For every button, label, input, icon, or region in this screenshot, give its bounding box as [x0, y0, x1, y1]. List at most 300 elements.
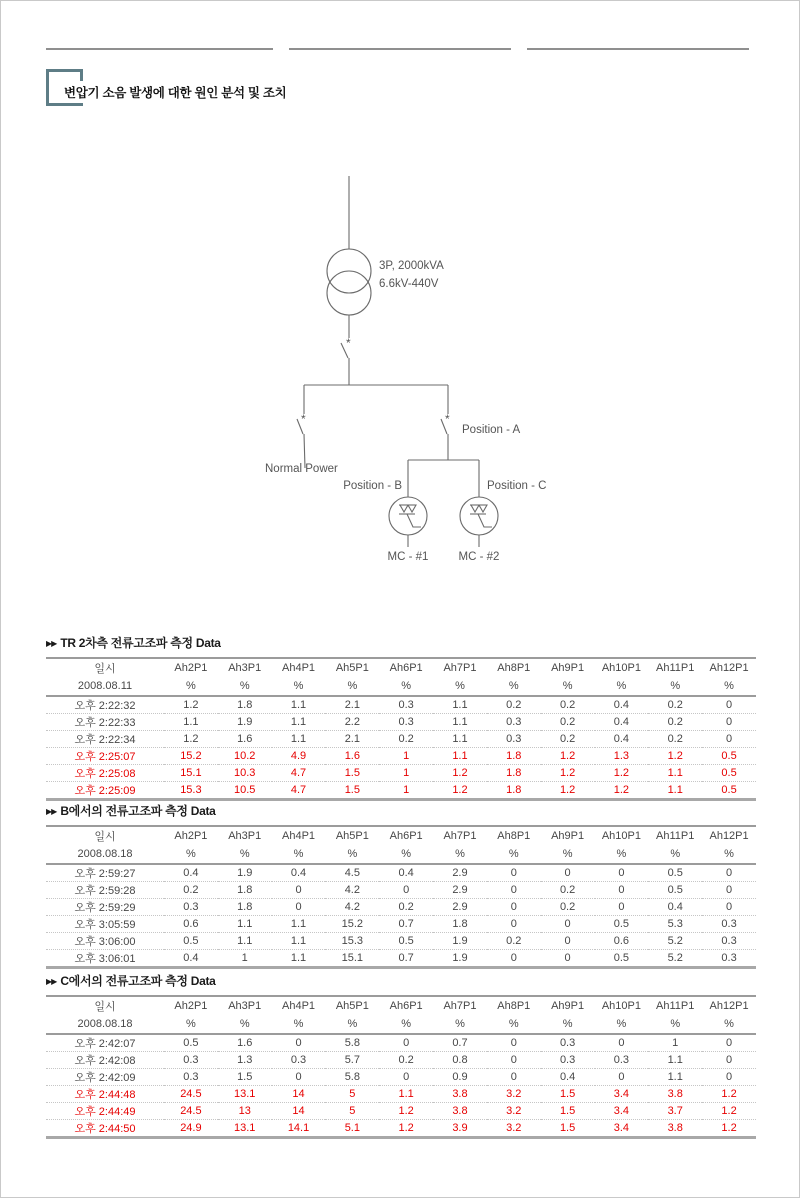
table-row: [46, 933, 756, 950]
harmonic-value: 13.1: [218, 1120, 272, 1138]
table-title-text: B에서의 전류고조파 측정 Data: [60, 804, 216, 818]
harmonic-value: 0.2: [379, 731, 433, 748]
harmonic-value: 0.5: [164, 933, 218, 950]
harmonic-value: 5.2: [648, 933, 702, 950]
harmonic-value: 0.2: [667, 699, 683, 711]
harmonic-value: 1.1: [648, 1069, 702, 1086]
column-header: Ah12P1: [709, 662, 749, 674]
unit-label: %: [648, 677, 702, 696]
row-timestamp: 오후 2:59:29: [46, 899, 164, 916]
column-header: Ah6P1: [389, 1000, 423, 1012]
harmonic-value: 0.7: [452, 1037, 468, 1049]
mc2-thyristor-symbol: [470, 505, 492, 527]
harmonic-value: 5: [325, 1103, 379, 1120]
unit-label: %: [702, 1015, 756, 1034]
single-line-circuit-diagram: [1, 161, 800, 601]
harmonic-value: 24.9: [164, 1120, 218, 1138]
harmonic-value: 1.1: [433, 748, 487, 765]
harmonic-value: 1.1: [433, 731, 487, 748]
harmonic-value: 0.7: [379, 916, 433, 933]
unit-label: %: [487, 1015, 541, 1034]
harmonic-value: 1.5: [541, 1103, 595, 1120]
harmonic-value: 3.8: [648, 1086, 702, 1103]
harmonic-value: 0.4: [595, 731, 649, 748]
harmonic-value: 0.4: [164, 950, 218, 968]
table-title: [46, 802, 756, 819]
harmonic-value: 15.2: [325, 916, 379, 933]
unit-label: %: [702, 845, 756, 864]
row-timestamp: 오후 2:25:08: [46, 765, 164, 782]
column-header: Ah2P1: [174, 830, 208, 842]
harmonic-value: 0.5: [183, 1037, 199, 1049]
harmonic-value: 1.5: [325, 765, 379, 782]
harmonic-value: 1.1: [648, 765, 702, 782]
table-row: [46, 748, 756, 765]
harmonic-value: 1.1: [218, 916, 272, 933]
harmonic-value: 1.1: [272, 933, 326, 950]
harmonic-value: 0.4: [398, 867, 414, 879]
harmonic-value: 10.2: [218, 748, 272, 765]
harmonic-value: 0: [272, 899, 326, 916]
harmonic-value: 0: [595, 882, 649, 899]
table-row: [46, 1069, 756, 1086]
column-header: Ah8P1: [497, 830, 531, 842]
harmonic-value: 0: [510, 1037, 517, 1049]
harmonic-value: 0: [702, 714, 756, 731]
harmonic-value: 0.5: [595, 916, 649, 933]
unit-label: %: [218, 1015, 272, 1034]
harmonic-value: 5.7: [325, 1052, 379, 1069]
unit-label: %: [702, 677, 756, 696]
harmonic-value: 1.5: [541, 1086, 595, 1103]
harmonic-value: 0.8: [433, 1052, 487, 1069]
harmonic-value: 0: [726, 699, 733, 711]
harmonic-value: 15.2: [164, 748, 218, 765]
harmonic-value: 0.3: [595, 1052, 649, 1069]
harmonic-value: 1.2: [702, 1086, 756, 1103]
row-timestamp: 오후 2:44:48: [46, 1086, 164, 1103]
harmonic-value: 0: [595, 899, 649, 916]
mc1-thyristor-symbol: [399, 505, 421, 527]
harmonic-value: 0: [272, 1069, 326, 1086]
header-row: [46, 826, 756, 845]
harmonic-value: 0.3: [541, 1052, 595, 1069]
harmonic-value: 0.2: [541, 882, 595, 899]
position-a-label: Position - A: [462, 424, 521, 436]
harmonic-value: 1.9: [433, 933, 487, 950]
column-header: Ah7P1: [443, 1000, 477, 1012]
header-row: [46, 996, 756, 1015]
harmonic-value: 0: [510, 867, 517, 879]
harmonic-value: 1.6: [325, 748, 379, 765]
page-title: 변압기 소음 발생에 대한 원인 분석 및 조치: [61, 81, 294, 103]
harmonic-value: 14: [272, 1086, 326, 1103]
harmonic-value: 0.5: [702, 782, 756, 800]
harmonic-value: 1.2: [379, 1120, 433, 1138]
switch-mark: *: [346, 336, 351, 350]
harmonic-value: 3.8: [433, 1103, 487, 1120]
harmonic-value: 2.9: [433, 899, 487, 916]
harmonic-value: 5: [325, 1086, 379, 1103]
table-row: [46, 899, 756, 916]
column-header: Ah8P1: [497, 662, 531, 674]
harmonic-value: 1.1: [433, 714, 487, 731]
harmonic-value: 0.5: [379, 933, 433, 950]
harmonic-value: 1: [379, 765, 433, 782]
harmonic-value: 0.7: [379, 950, 433, 968]
unit-label: %: [218, 677, 272, 696]
harmonic-value: 0.6: [595, 933, 649, 950]
table-title-text: C에서의 전류고조파 측정 Data: [60, 974, 216, 988]
table-row: [46, 714, 756, 731]
harmonic-value: 0.4: [648, 899, 702, 916]
harmonic-value: 0: [379, 882, 433, 899]
table-row: [46, 916, 756, 933]
harmonic-value: 2.1: [325, 731, 379, 748]
column-header: Ah4P1: [282, 662, 316, 674]
unit-row: [46, 677, 756, 696]
harmonic-value: 0.3: [559, 1037, 576, 1049]
harmonic-value: 2.9: [452, 867, 468, 879]
harmonic-value: 1.2: [183, 699, 199, 711]
unit-label: %: [379, 845, 433, 864]
row-timestamp: 오후 2:44:49: [46, 1103, 164, 1120]
double-arrow-icon: ▶▶: [46, 806, 57, 816]
harmonic-value: 0.3: [164, 1069, 218, 1086]
table-section-tr-secondary: [46, 634, 756, 801]
unit-label: %: [541, 845, 595, 864]
harmonic-value: 5.1: [325, 1120, 379, 1138]
column-header: Ah3P1: [228, 830, 262, 842]
double-arrow-icon: ▶▶: [46, 976, 57, 986]
column-header: Ah11P1: [656, 830, 695, 842]
harmonic-value: 0.2: [506, 699, 522, 711]
harmonic-value: 0: [618, 1037, 625, 1049]
unit-label: %: [164, 845, 218, 864]
harmonic-value: 0.2: [541, 731, 595, 748]
measurement-date: 2008.08.11: [46, 677, 164, 696]
harmonic-value: 1.5: [218, 1069, 272, 1086]
harmonic-value: 1.3: [595, 748, 649, 765]
table-row: [46, 765, 756, 782]
harmonic-value: 0: [487, 899, 541, 916]
harmonic-value: 0: [295, 1037, 302, 1049]
harmonic-value: 3.4: [595, 1086, 649, 1103]
harmonic-value: 0.3: [487, 714, 541, 731]
harmonic-value: 1: [672, 1037, 679, 1049]
row-timestamp: 오후 2:25:09: [46, 782, 164, 800]
row-timestamp: 오후 2:22:34: [46, 731, 164, 748]
table-row: [46, 864, 756, 882]
harmonic-value: 0: [564, 867, 571, 879]
harmonic-value: 0.2: [164, 882, 218, 899]
column-header: Ah9P1: [551, 830, 585, 842]
harmonic-value: 0.2: [648, 731, 702, 748]
column-header: Ah12P1: [709, 1000, 749, 1012]
harmonic-value: 1: [379, 748, 433, 765]
column-header: Ah11P1: [656, 662, 695, 674]
position-b-label: Position - B: [343, 480, 402, 492]
table-title: [46, 634, 756, 651]
harmonic-value: 0: [487, 950, 541, 968]
harmonic-value: 0: [702, 1052, 756, 1069]
harmonic-value: 0: [702, 899, 756, 916]
harmonic-value: 1.6: [218, 731, 272, 748]
harmonic-value: 0.5: [648, 882, 702, 899]
unit-label: %: [487, 677, 541, 696]
normal-power-label: Normal Power: [265, 463, 338, 475]
top-rule: [527, 48, 749, 50]
unit-label: %: [433, 845, 487, 864]
row-timestamp: 오후 2:22:33: [46, 714, 164, 731]
harmonic-value: 1.2: [702, 1120, 756, 1138]
harmonic-value: 15.3: [325, 933, 379, 950]
harmonic-value: 15.3: [164, 782, 218, 800]
harmonic-value: 15.1: [164, 765, 218, 782]
harmonic-value: 1.9: [433, 950, 487, 968]
harmonics-table-position-c: [46, 995, 756, 1139]
harmonic-value: 14: [272, 1103, 326, 1120]
harmonic-value: 2.9: [433, 882, 487, 899]
harmonic-value: 1.8: [218, 882, 272, 899]
row-timestamp: 오후 2:42:07: [74, 1038, 136, 1050]
harmonic-value: 0.5: [702, 765, 756, 782]
column-header: Ah4P1: [282, 1000, 316, 1012]
harmonic-value: 3.2: [487, 1120, 541, 1138]
harmonic-value: 10.3: [218, 765, 272, 782]
row-timestamp: 오후 2:42:09: [46, 1069, 164, 1086]
harmonic-value: 0.5: [595, 950, 649, 968]
harmonic-value: 4.7: [272, 765, 326, 782]
harmonic-value: 1.2: [541, 765, 595, 782]
harmonic-value: 1.6: [237, 1037, 253, 1049]
harmonic-value: 0: [702, 882, 756, 899]
column-header: Ah3P1: [228, 1000, 262, 1012]
harmonic-value: 0.2: [379, 1052, 433, 1069]
harmonic-value: 24.5: [164, 1103, 218, 1120]
harmonic-value: 4.2: [325, 882, 379, 899]
harmonic-value: 4.7: [272, 782, 326, 800]
column-header: Ah8P1: [497, 1000, 531, 1012]
top-rule: [289, 48, 511, 50]
harmonic-value: 4.5: [344, 867, 360, 879]
unit-label: %: [648, 1015, 702, 1034]
column-header: Ah3P1: [228, 662, 262, 674]
harmonic-value: 0.3: [487, 731, 541, 748]
harmonic-value: 1.2: [541, 748, 595, 765]
harmonic-value: 15.1: [325, 950, 379, 968]
table-section-position-c: [46, 972, 756, 1139]
row-timestamp: 오후 2:25:07: [46, 748, 164, 765]
harmonic-value: 0.2: [487, 933, 541, 950]
table-row: [46, 696, 756, 714]
harmonic-value: 1.5: [325, 782, 379, 800]
harmonic-value: 0: [379, 1069, 433, 1086]
harmonic-value: 1.5: [541, 1120, 595, 1138]
unit-label: %: [648, 845, 702, 864]
harmonic-value: 1.2: [379, 1103, 433, 1120]
harmonic-value: 5.8: [325, 1069, 379, 1086]
harmonic-value: 1.8: [487, 748, 541, 765]
unit-label: %: [595, 1015, 649, 1034]
harmonic-value: 3.4: [595, 1120, 649, 1138]
transformer-spec-line2: 6.6kV-440V: [379, 278, 439, 290]
harmonic-value: 1.1: [452, 699, 468, 711]
column-header: Ah7P1: [443, 662, 477, 674]
harmonic-value: 4.2: [325, 899, 379, 916]
column-header-time: 일시: [94, 663, 116, 675]
double-arrow-icon: ▶▶: [46, 638, 57, 648]
column-header: Ah11P1: [656, 1000, 695, 1012]
table-title-text: TR 2차측 전류고조파 측정 Data: [60, 636, 221, 650]
harmonic-value: 0.5: [667, 867, 683, 879]
harmonic-value: 0.3: [379, 714, 433, 731]
header-row: [46, 658, 756, 677]
unit-label: %: [164, 677, 218, 696]
row-timestamp: 오후 2:42:08: [46, 1052, 164, 1069]
switch-mark: *: [445, 412, 450, 426]
harmonic-value: 0: [618, 867, 625, 879]
harmonic-value: 0: [541, 933, 595, 950]
unit-label: %: [379, 1015, 433, 1034]
harmonic-value: 5.2: [648, 950, 702, 968]
harmonic-value: 0.4: [290, 867, 307, 879]
column-header: Ah7P1: [443, 830, 477, 842]
harmonic-value: 1.1: [272, 714, 326, 731]
unit-label: %: [595, 845, 649, 864]
table-row: [46, 1103, 756, 1120]
harmonic-value: 0.2: [541, 899, 595, 916]
row-timestamp: 오후 3:06:01: [46, 950, 164, 968]
table-section-position-b: [46, 802, 756, 969]
position-c-label: Position - C: [487, 480, 547, 492]
harmonic-value: 1.8: [218, 899, 272, 916]
harmonic-value: 4.9: [272, 748, 326, 765]
unit-label: %: [272, 845, 326, 864]
unit-label: %: [433, 1015, 487, 1034]
table-row: [46, 1034, 756, 1052]
column-header: Ah10P1: [601, 830, 641, 842]
harmonic-value: 1: [379, 782, 433, 800]
harmonic-value: 5.8: [344, 1037, 360, 1049]
unit-row: [46, 845, 756, 864]
harmonic-value: 0: [726, 1037, 733, 1049]
row-timestamp: 오후 3:05:59: [46, 916, 164, 933]
harmonic-value: 0: [487, 1052, 541, 1069]
harmonic-value: 0: [403, 1037, 410, 1049]
column-header: Ah2P1: [174, 1000, 208, 1012]
unit-label: %: [164, 1015, 218, 1034]
harmonic-value: 1.1: [272, 916, 326, 933]
unit-label: %: [218, 845, 272, 864]
top-rule: [46, 48, 273, 50]
harmonic-value: 10.5: [218, 782, 272, 800]
column-header: Ah5P1: [335, 830, 369, 842]
transformer-spec-line1: 3P, 2000kVA: [379, 260, 444, 272]
harmonic-value: 1.3: [218, 1052, 272, 1069]
harmonic-value: 0: [541, 950, 595, 968]
harmonic-value: 0.4: [541, 1069, 595, 1086]
harmonic-value: 1.1: [164, 714, 218, 731]
unit-label: %: [541, 677, 595, 696]
harmonic-value: 0: [487, 916, 541, 933]
mc2-label: MC - #2: [458, 551, 500, 563]
harmonic-value: 0: [272, 882, 326, 899]
harmonic-value: 1.8: [237, 699, 253, 711]
harmonic-value: 14.1: [272, 1120, 326, 1138]
harmonic-value: 0.4: [613, 699, 630, 711]
unit-label: %: [541, 1015, 595, 1034]
harmonic-value: 0.2: [648, 714, 702, 731]
harmonic-value: 2.2: [325, 714, 379, 731]
harmonics-table-position-b: [46, 825, 756, 969]
unit-label: %: [487, 845, 541, 864]
column-header-time: 일시: [94, 1001, 116, 1013]
column-header: Ah2P1: [174, 662, 208, 674]
harmonic-value: 0.3: [164, 899, 218, 916]
column-header-time: 일시: [94, 831, 116, 843]
harmonic-value: 1.1: [648, 782, 702, 800]
harmonic-value: 0: [726, 867, 733, 879]
harmonic-value: 0.3: [702, 916, 756, 933]
harmonic-value: 1.2: [702, 1103, 756, 1120]
column-header: Ah6P1: [389, 830, 423, 842]
column-header: Ah6P1: [389, 662, 423, 674]
unit-label: %: [433, 677, 487, 696]
harmonic-value: 1.2: [541, 782, 595, 800]
harmonic-value: 5.3: [648, 916, 702, 933]
harmonic-value: 3.8: [433, 1086, 487, 1103]
harmonic-value: 1.2: [595, 782, 649, 800]
table-row: [46, 1086, 756, 1103]
harmonic-value: 1.2: [433, 782, 487, 800]
harmonic-value: 1.2: [433, 765, 487, 782]
harmonic-value: 0.2: [541, 714, 595, 731]
column-header: Ah9P1: [551, 1000, 585, 1012]
row-timestamp: 오후 2:22:32: [74, 700, 136, 712]
harmonic-value: 0: [487, 1069, 541, 1086]
harmonic-value: 0.3: [272, 1052, 326, 1069]
harmonic-value: 1.2: [164, 731, 218, 748]
harmonic-value: 0.4: [595, 714, 649, 731]
switch-mark: *: [301, 412, 306, 426]
harmonic-value: 0.5: [702, 748, 756, 765]
harmonic-value: 0.3: [702, 950, 756, 968]
column-header: Ah12P1: [709, 830, 749, 842]
unit-label: %: [325, 677, 379, 696]
table-row: [46, 950, 756, 968]
harmonics-table-tr-secondary: [46, 657, 756, 801]
harmonic-value: 1.1: [379, 1086, 433, 1103]
harmonic-value: 3.9: [433, 1120, 487, 1138]
harmonic-value: 0.9: [433, 1069, 487, 1086]
harmonic-value: 0.3: [164, 1052, 218, 1069]
harmonic-value: 1: [218, 950, 272, 968]
unit-label: %: [272, 677, 326, 696]
harmonic-value: 0: [702, 1069, 756, 1086]
table-row: [46, 882, 756, 899]
table-row: [46, 731, 756, 748]
column-header: Ah5P1: [335, 662, 369, 674]
harmonic-value: 3.2: [487, 1103, 541, 1120]
table-row: [46, 1120, 756, 1138]
mc1-label: MC - #1: [387, 551, 429, 563]
row-timestamp: 오후 2:44:50: [46, 1120, 164, 1138]
row-timestamp: 오후 2:59:28: [46, 882, 164, 899]
measurement-date: 2008.08.18: [46, 845, 164, 864]
harmonic-value: 3.7: [648, 1103, 702, 1120]
unit-label: %: [272, 1015, 326, 1034]
